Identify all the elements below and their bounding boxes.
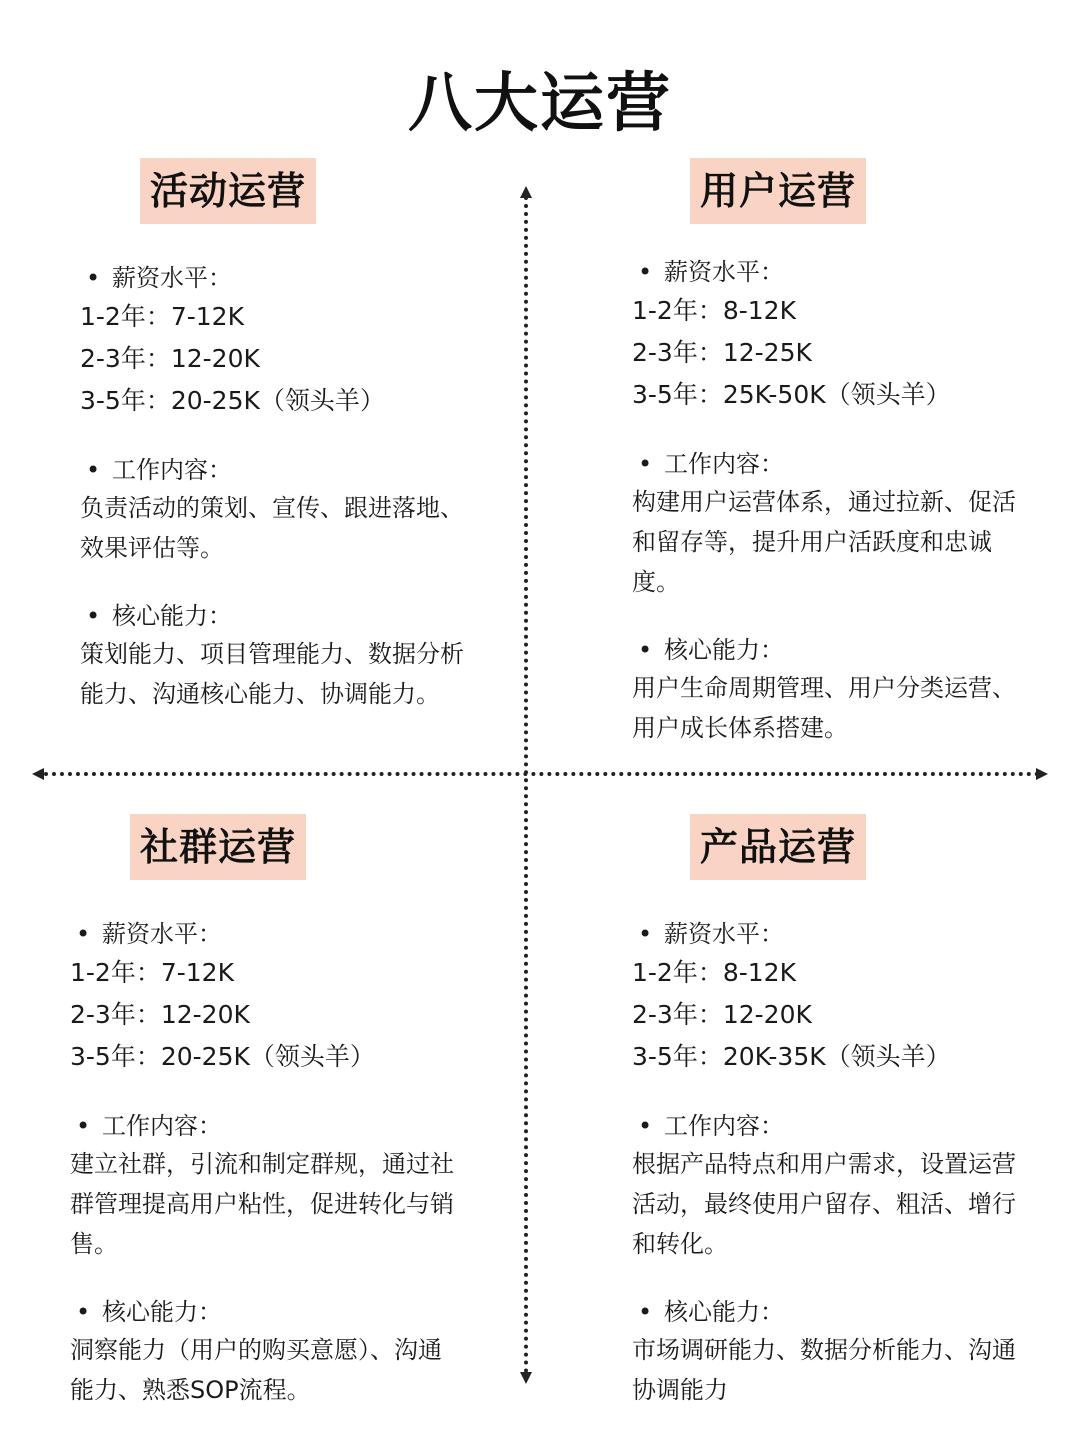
vertical-dotted-axis <box>524 196 528 1374</box>
salary-heading: 薪资水平： <box>102 920 222 948</box>
salary-line: 1-2年：8-12K <box>632 296 796 325</box>
bullet-icon: • <box>638 258 653 286</box>
salary-line: 1-2年：7-12K <box>70 958 234 987</box>
page-title: 八大运营 <box>408 67 672 141</box>
work-section <box>80 452 500 568</box>
quadrant-title: 活动运营 <box>140 158 316 224</box>
quadrant-title: 产品运营 <box>690 814 866 880</box>
salary-line: 3-5年：20K-35K（领头羊） <box>632 1042 951 1071</box>
arrow-down-icon <box>520 1372 532 1384</box>
work-text: 负责活动的策划、宣传、跟进落地、效果评估等。 <box>80 494 464 562</box>
quadrant-community-operations <box>70 814 490 1410</box>
ability-text: 市场调研能力、数据分析能力、沟通协调能力 <box>632 1336 1016 1404</box>
ability-heading: 核心能力： <box>664 636 784 664</box>
salary-section <box>632 916 1052 1078</box>
salary-line: 2-3年：12-20K <box>632 1000 812 1029</box>
salary-heading: 薪资水平： <box>112 264 232 292</box>
bullet-icon: • <box>638 920 653 948</box>
ability-section <box>632 1294 1052 1410</box>
salary-line: 1-2年：7-12K <box>80 302 244 331</box>
salary-section <box>80 260 500 422</box>
ability-heading: 核心能力： <box>664 1298 784 1326</box>
salary-line: 3-5年：25K-50K（领头羊） <box>632 380 951 409</box>
work-text: 构建用户运营体系，通过拉新、促活和留存等，提升用户活跃度和忠诚度。 <box>632 488 1016 596</box>
bullet-icon: • <box>76 1298 91 1326</box>
ability-text: 用户生命周期管理、用户分类运营、用户成长体系搭建。 <box>632 674 1016 742</box>
work-heading: 工作内容： <box>664 450 784 478</box>
ability-heading: 核心能力： <box>112 602 232 630</box>
ability-heading: 核心能力： <box>102 1298 222 1326</box>
quadrant-product-operations <box>632 814 1052 1410</box>
bullet-icon: • <box>86 602 101 630</box>
arrow-right-icon <box>1036 768 1048 780</box>
horizontal-dotted-axis <box>44 772 1040 776</box>
work-heading: 工作内容： <box>102 1112 222 1140</box>
work-text: 建立社群，引流和制定群规，通过社群管理提高用户粘性，促进转化与销售。 <box>70 1150 454 1258</box>
work-section <box>632 1108 1052 1264</box>
salary-heading: 薪资水平： <box>664 920 784 948</box>
ability-text: 策划能力、项目管理能力、数据分析能力、沟通核心能力、协调能力。 <box>80 640 464 708</box>
salary-line: 2-3年：12-20K <box>80 344 260 373</box>
quadrant-activity-operations <box>80 158 500 714</box>
bullet-icon: • <box>76 920 91 948</box>
salary-heading: 薪资水平： <box>664 258 784 286</box>
bullet-icon: • <box>638 450 653 478</box>
quadrant-user-operations <box>632 158 1052 748</box>
salary-line: 2-3年：12-25K <box>632 338 812 367</box>
work-section <box>70 1108 490 1264</box>
arrow-left-icon <box>32 768 44 780</box>
salary-line: 3-5年：20-25K（领头羊） <box>70 1042 375 1071</box>
bullet-icon: • <box>76 1112 91 1140</box>
ability-text: 洞察能力（用户的购买意愿）、沟通能力、熟悉SOP流程。 <box>70 1336 442 1404</box>
ability-section <box>80 598 500 714</box>
work-section <box>632 446 1052 602</box>
bullet-icon: • <box>86 456 101 484</box>
work-heading: 工作内容： <box>664 1112 784 1140</box>
work-heading: 工作内容： <box>112 456 232 484</box>
salary-section <box>70 916 490 1078</box>
ability-section <box>632 632 1052 748</box>
bullet-icon: • <box>638 1298 653 1326</box>
work-text: 根据产品特点和用户需求，设置运营活动，最终使用户留存、粗活、增行和转化。 <box>632 1150 1016 1258</box>
arrow-up-icon <box>520 186 532 198</box>
bullet-icon: • <box>86 264 101 292</box>
quadrant-title: 社群运营 <box>130 814 306 880</box>
bullet-icon: • <box>638 1112 653 1140</box>
salary-line: 3-5年：20-25K（领头羊） <box>80 386 385 415</box>
ability-section <box>70 1294 490 1410</box>
salary-line: 1-2年：8-12K <box>632 958 796 987</box>
bullet-icon: • <box>638 636 653 664</box>
quadrant-title: 用户运营 <box>690 158 866 224</box>
salary-section <box>632 254 1052 416</box>
salary-line: 2-3年：12-20K <box>70 1000 250 1029</box>
